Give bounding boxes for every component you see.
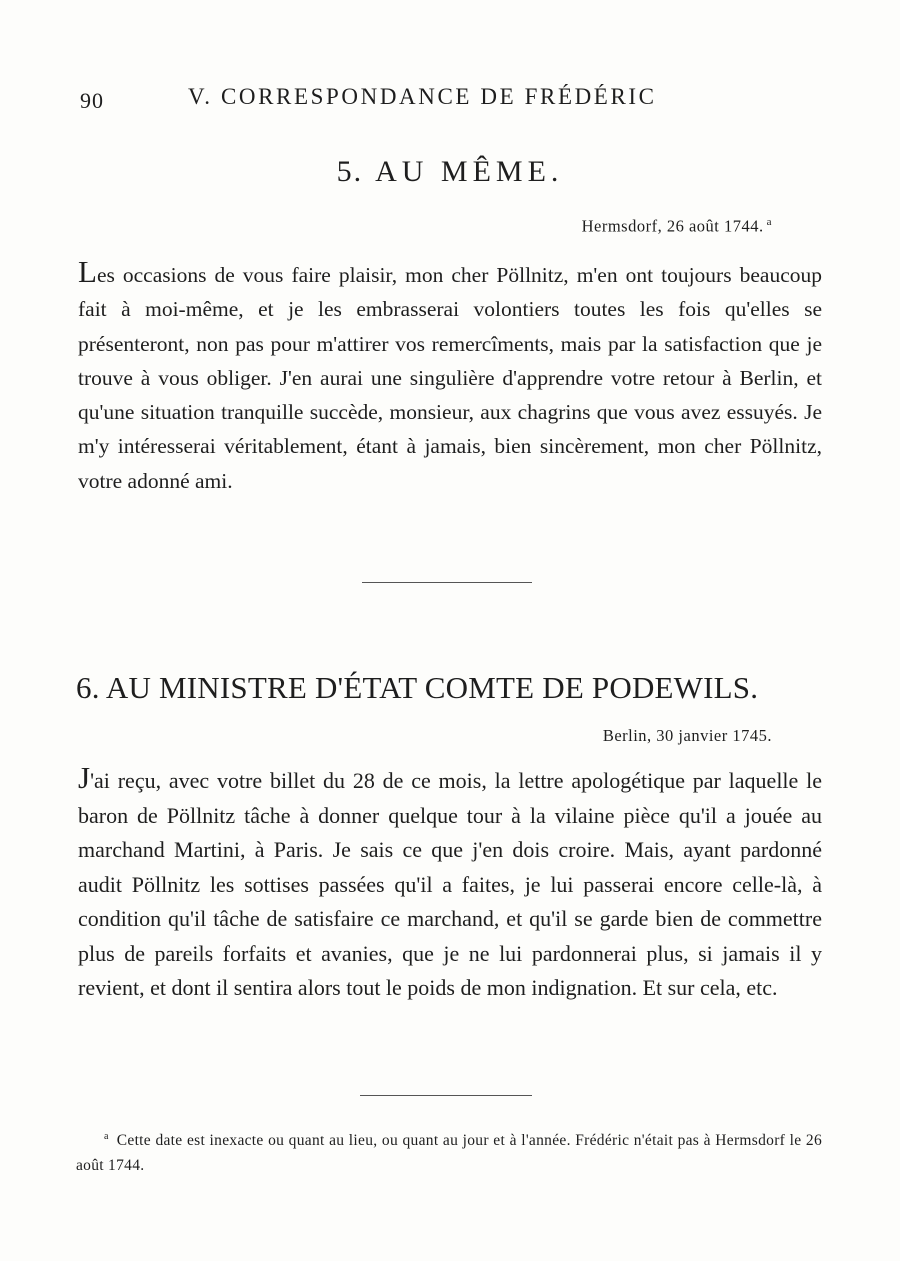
letter-5-text: es occasions de vous faire plaisir, mon cher Pöllnitz, m'en ont toujours beaucoup fait à moi-même, et je les embrasserai volontiers toutes les fois qu'elles se présenteront, non pas pour m'attirer vos remercîments, mais par la satisfaction que je trouve à vous obliger. J'en aurai une singulière d'apprendre votre retour à Berlin, et qu'une situation tranquille succède, monsieur, aux chagrins que vous avez essuyés. Je m'y intéresserai véritablement, étant à jamais, bien sincèrement, mon cher Pöllnitz, votre adonné ami.	[78, 263, 822, 493]
letter-6-body	[78, 760, 822, 1006]
footnote	[76, 1124, 822, 1178]
letter-5-date: Hermsdorf, 26 août 1744.	[581, 216, 764, 236]
page-number: 90	[80, 88, 104, 113]
running-title: V. CORRESPONDANCE DE FRÉDÉRIC	[188, 84, 657, 109]
letter-5-body	[78, 254, 822, 498]
letter-5-dropcap: L	[78, 254, 97, 289]
letter-6-dropcap: J	[78, 760, 91, 795]
section-divider	[362, 582, 532, 583]
footnote-mark: a	[104, 1131, 109, 1142]
letter-5-heading	[0, 155, 900, 189]
footnote-divider	[360, 1095, 532, 1096]
letter-6-dateline: Berlin, 30 janvier 1745.	[602, 726, 772, 745]
letter-5-dateline	[582, 216, 772, 237]
letter-6-heading: 6. AU MINISTRE D'ÉTAT COMTE DE PODEWILS.	[76, 670, 759, 705]
footnote-reference-mark: a	[766, 216, 772, 228]
footnote-text: Cette date est inexacte ou quant au lieu, ou quant au jour et à l'année. Frédéric n'était pas à Hermsdorf le 26 août 1744.	[76, 1132, 822, 1175]
letter-5-number: 5.	[336, 155, 364, 188]
letter-5-title: AU MÊME.	[375, 155, 564, 188]
running-head	[78, 82, 758, 112]
letter-6-text: 'ai reçu, avec votre billet du 28 de ce mois, la lettre apologétique par laquelle le baron de Pöllnitz tâche à donner quelque tour à la vilaine pièce qu'il a jouée au marchand Martini, à Paris. Je sais ce que j'en dois croire. Mais, ayant pardonné audit Pöllnitz les sottises passées qu'il a faites, je lui passerai encore celle-là, à condition qu'il tâche de satisfaire ce marchand, et qu'il se garde bien de commettre plus de pareils forfaits et avanies, que je ne lui pardonnerai plus, si jamais il y revient, et dont il sentira alors tout le poids de mon indignation. Et sur cela, etc.	[78, 768, 822, 1000]
